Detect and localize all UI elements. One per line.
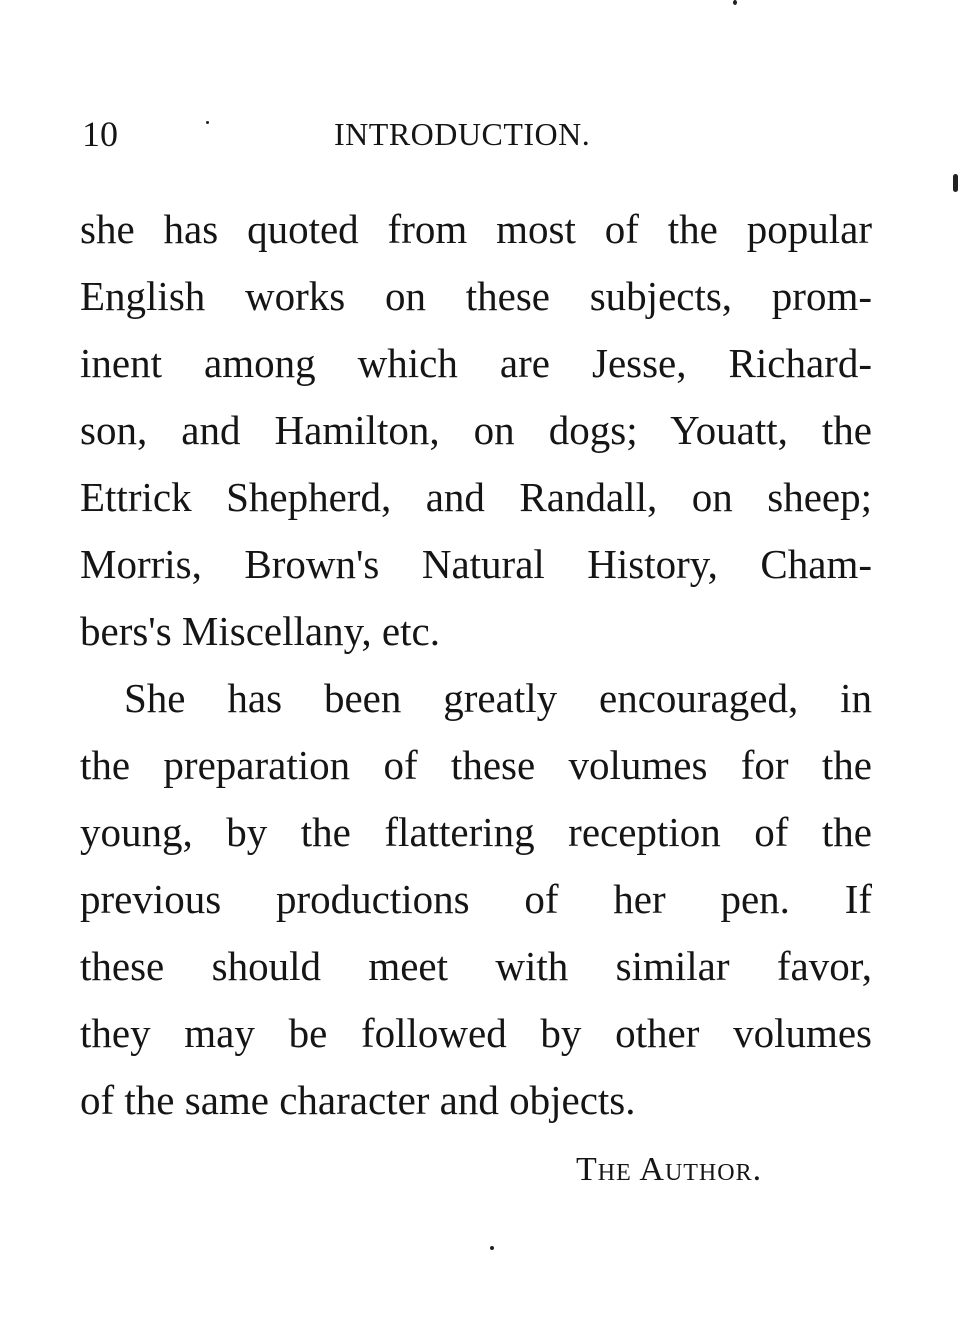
text-line: son, and Hamilton, on dogs; Youatt, the — [80, 407, 872, 453]
running-title: INTRODUCTION. — [334, 116, 591, 152]
text-line: bers's Miscellany, etc. — [80, 608, 440, 654]
print-speck — [206, 121, 209, 124]
text-line: young, by the flattering reception of the — [80, 809, 872, 855]
text-line: they may be followed by other volumes — [80, 1010, 872, 1056]
text-line: Ettrick Shepherd, and Randall, on sheep; — [80, 474, 872, 520]
text-line: she has quoted from most of the popular — [80, 206, 872, 252]
author-signature: The Author. — [576, 1151, 763, 1188]
running-head — [82, 112, 882, 156]
text-line: Morris, Brown's Natural History, Cham- — [80, 541, 872, 587]
text-line: the preparation of these volumes for the — [80, 742, 872, 788]
text-line: She has been greatly encouraged, in — [124, 675, 872, 721]
text-line: previous productions of her pen. If — [80, 876, 872, 922]
text-line: inent among which are Jesse, Richard- — [80, 340, 872, 386]
print-speck — [733, 0, 737, 5]
body-text — [80, 196, 872, 1134]
print-speck — [953, 174, 958, 192]
print-speck — [490, 1246, 494, 1250]
text-line: of the same character and objects. — [80, 1077, 636, 1123]
text-line: these should meet with similar favor, — [80, 943, 872, 989]
page-number: 10 — [82, 114, 118, 154]
text-line: English works on these subjects, prom- — [80, 273, 872, 319]
